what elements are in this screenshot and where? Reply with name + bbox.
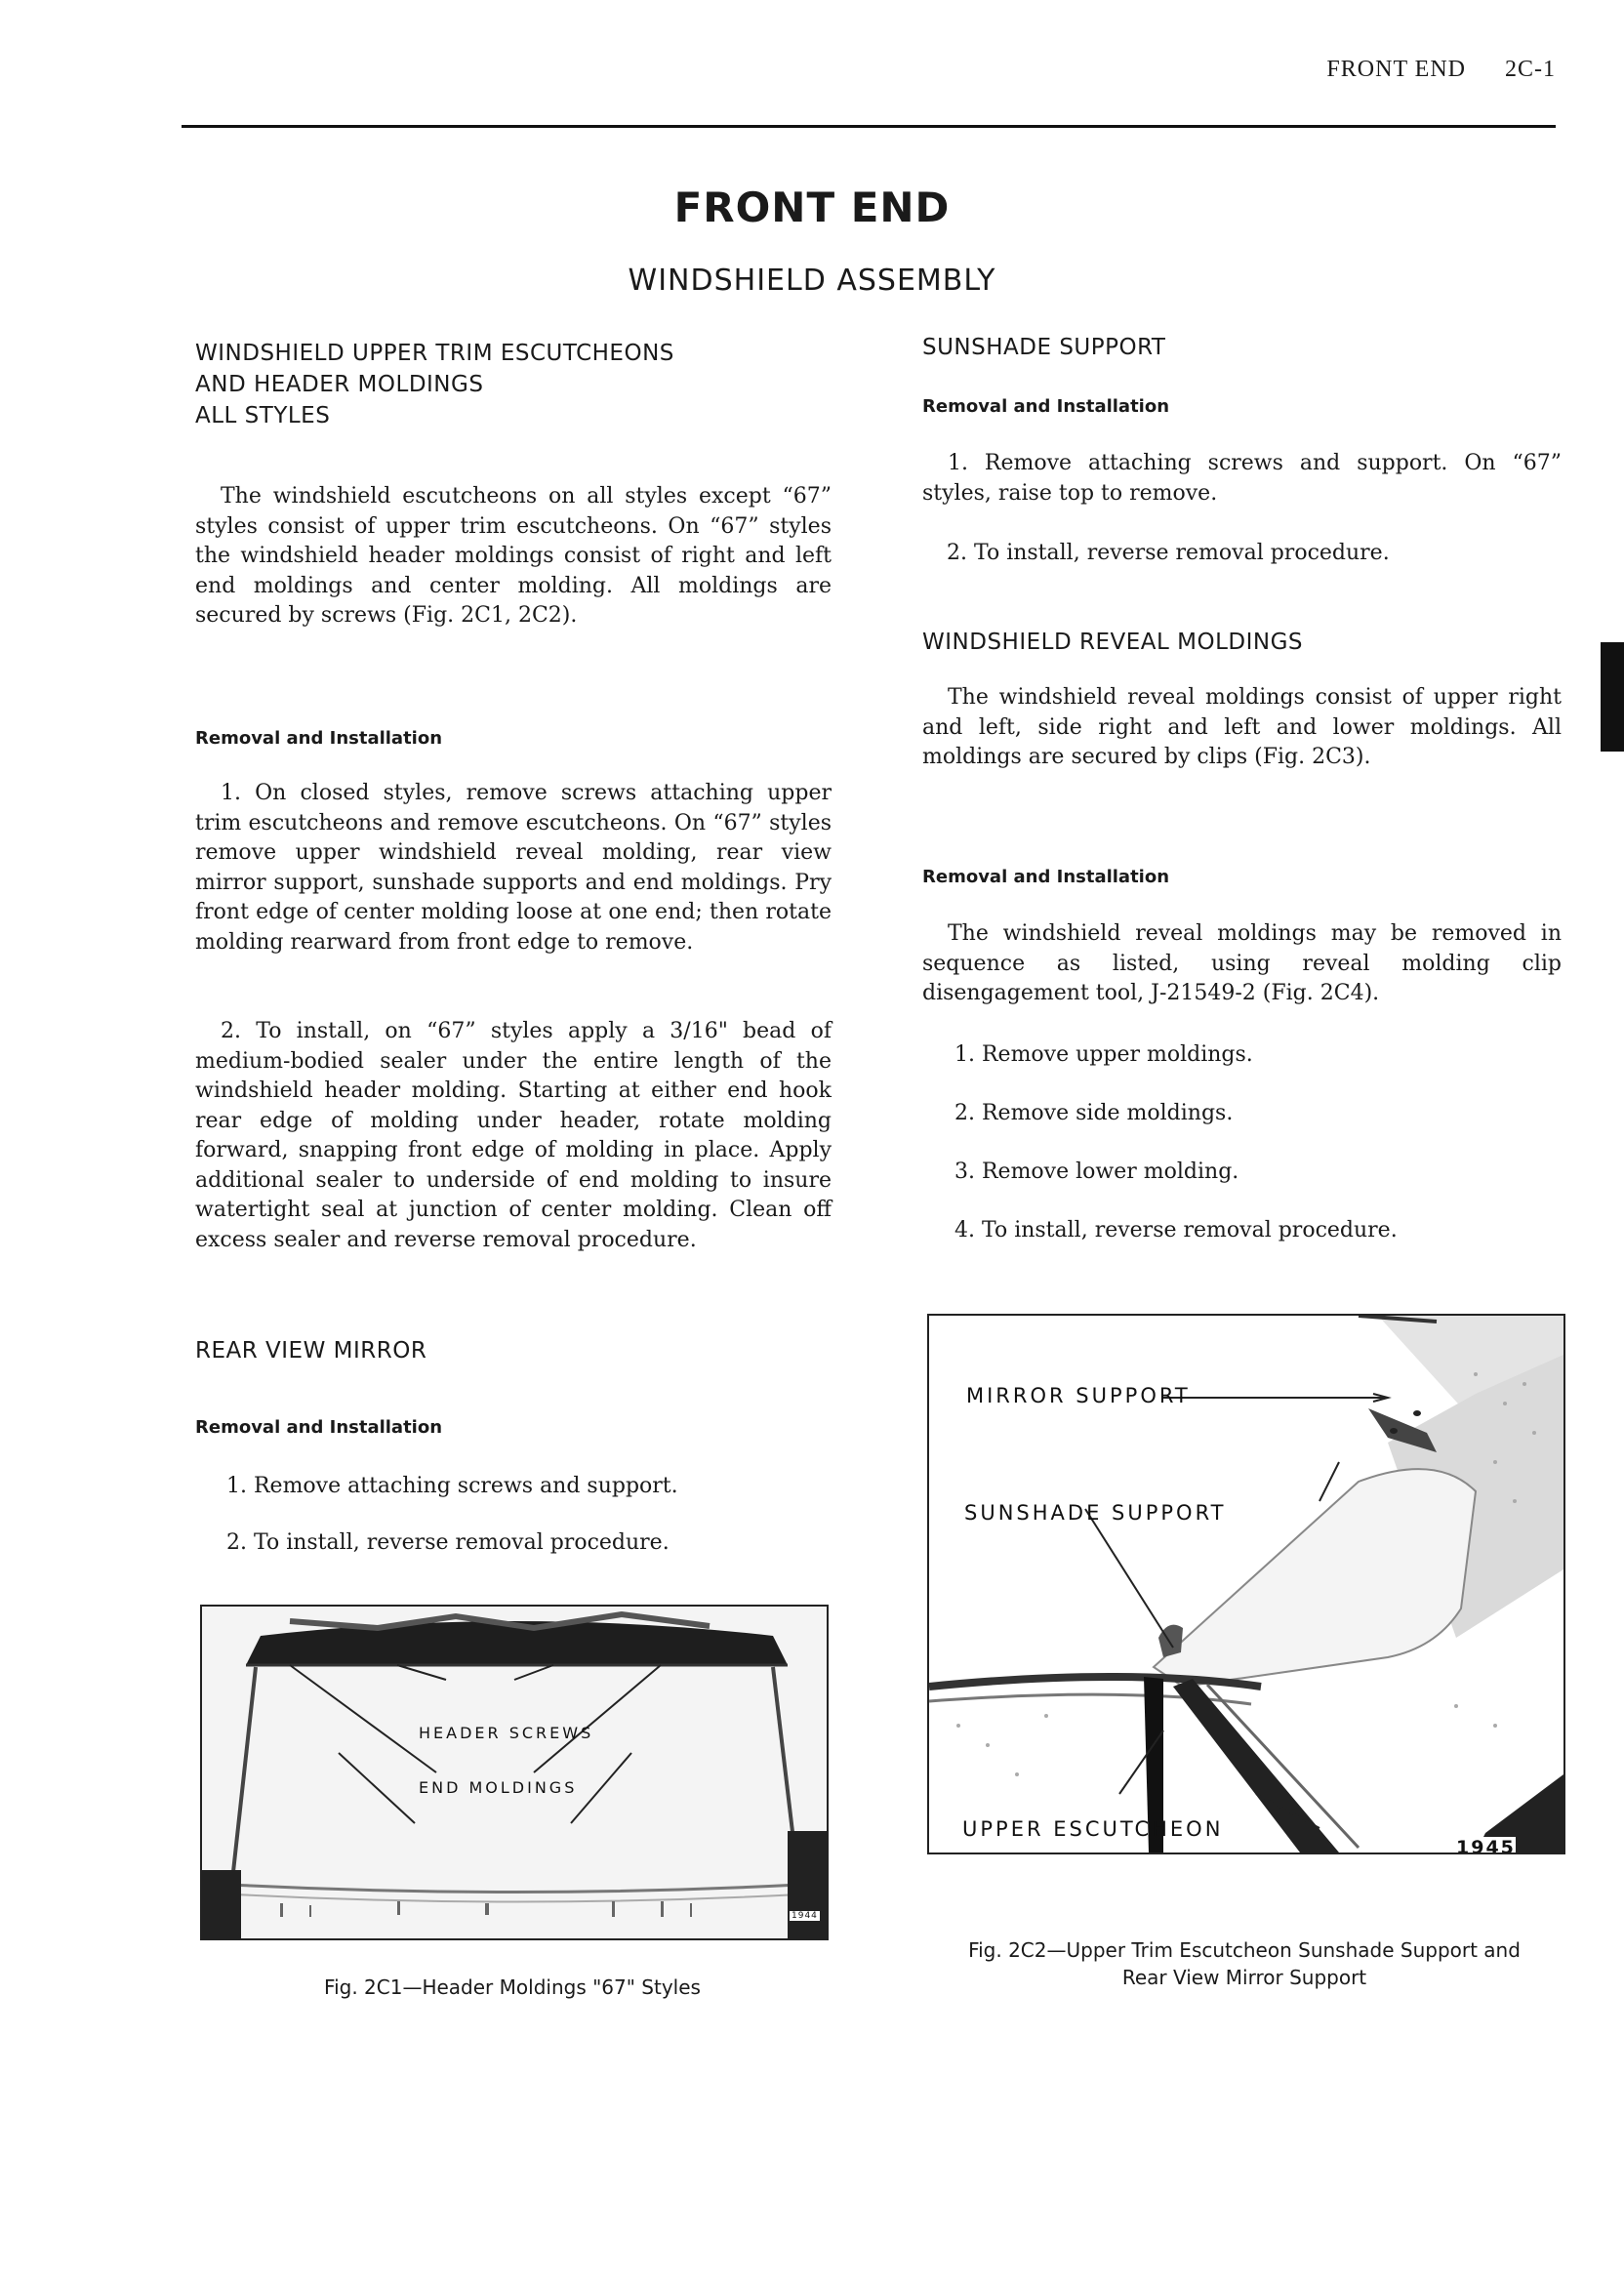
label-header-screws: HEADER SCREWS xyxy=(419,1724,594,1742)
reveal-step-4: 4. To install, reverse removal procedure. xyxy=(954,1218,1398,1242)
heading-rear-view-mirror: REAR VIEW MIRROR xyxy=(195,1338,427,1364)
section-tab-marker xyxy=(1601,642,1624,752)
running-head-section: FRONT END xyxy=(1326,57,1466,82)
reveal-step-2: 2. Remove side moldings. xyxy=(954,1101,1234,1125)
heading-removal-installation: Removal and Installation xyxy=(195,728,443,749)
paragraph-intro: The windshield escutcheons on all styles except “67” styles consist of upper trim escutcheons. On “67” styles the windshield header moldings consist of right and left end moldings and center molding. All moldings are secured by screws (Fig. 2C1, 2C2). xyxy=(195,484,832,628)
mirror-step-1: 1. Remove attaching screws and support. xyxy=(226,1474,678,1498)
figure-number-label: 1945 xyxy=(1456,1837,1516,1854)
label-upper-escutcheon: UPPER ESCUTCHEON xyxy=(962,1817,1224,1841)
running-head xyxy=(1326,57,1556,83)
section-title: WINDSHIELD ASSEMBLY xyxy=(628,264,996,298)
heading-removal-installation: Removal and Installation xyxy=(195,1417,443,1438)
reveal-step-1: 1. Remove upper moldings. xyxy=(954,1042,1253,1067)
heading-removal-installation: Removal and Installation xyxy=(922,867,1170,887)
figure-number-label: 1944 xyxy=(792,1911,818,1921)
label-end-moldings: END MOLDINGS xyxy=(419,1778,578,1797)
step-2-paragraph: 2. To install, on “67” styles apply a 3/16" bead of medium-bodied sealer under the entire length of the windshield header molding. Starting at either end hook rear edge of molding under header, rotate molding forward, snapping front edge of molding in place. Apply additional sealer to underside of end molding to insure watertight seal at junction of center molding. Clean off excess sealer and reverse removal procedure. xyxy=(195,1019,832,1252)
paragraph-reveal-sequence: The windshield reveal moldings may be removed in sequence as listed, using reveal molding clip disengagement tool, J-21549-2 (Fig. 2C4). xyxy=(922,921,1562,1005)
windshield-header-illustration xyxy=(202,1607,827,1938)
heading-line: WINDSHIELD UPPER TRIM ESCUTCHEONS xyxy=(195,341,674,366)
heading-reveal-moldings: WINDSHIELD REVEAL MOLDINGS xyxy=(922,630,1304,655)
figure-2c2-photo xyxy=(927,1314,1565,1854)
page-number: 2C-1 xyxy=(1505,57,1556,82)
heading-line: AND HEADER MOLDINGS xyxy=(195,372,484,397)
header-rule xyxy=(182,125,1556,128)
figure-2c1-caption: Fig. 2C1—Header Moldings "67" Styles xyxy=(324,1975,701,1999)
heading-trim-escutcheons xyxy=(195,338,832,431)
figure-2c2-caption xyxy=(927,1936,1562,1991)
figure-2c1-photo xyxy=(200,1605,829,1940)
mirror-step-2: 2. To install, reverse removal procedure. xyxy=(226,1530,670,1555)
heading-line: ALL STYLES xyxy=(195,403,331,428)
label-mirror-support: MIRROR SUPPORT xyxy=(966,1384,1191,1407)
caption-line: Fig. 2C2—Upper Trim Escutcheon Sunshade Support and xyxy=(968,1938,1521,1962)
caption-line: Rear View Mirror Support xyxy=(1121,1966,1367,1989)
sunshade-step-2: 2. To install, reverse removal procedure. xyxy=(947,541,1390,565)
label-sunshade-support: SUNSHADE SUPPORT xyxy=(964,1501,1227,1525)
page-title: FRONT END xyxy=(673,183,951,231)
sunshade-step-1: 1. Remove attaching screws and support. On “67” styles, raise top to remove. xyxy=(922,451,1562,506)
reveal-step-3: 3. Remove lower molding. xyxy=(954,1160,1239,1184)
paragraph-reveal: The windshield reveal moldings consist of upper right and left, side right and left and lower moldings. All moldings are secured by clips (Fig. 2C3). xyxy=(922,685,1562,769)
step-1-paragraph: 1. On closed styles, remove screws attaching upper trim escutcheons and remove escutcheons. On “67” styles remove upper windshield reveal molding, rear view mirror support, sunshade supports and end moldings. Pry front edge of center molding loose at one end; then rotate molding rearward from front edge to remove. xyxy=(195,781,832,955)
heading-sunshade-support: SUNSHADE SUPPORT xyxy=(922,335,1166,360)
heading-removal-installation: Removal and Installation xyxy=(922,396,1170,417)
